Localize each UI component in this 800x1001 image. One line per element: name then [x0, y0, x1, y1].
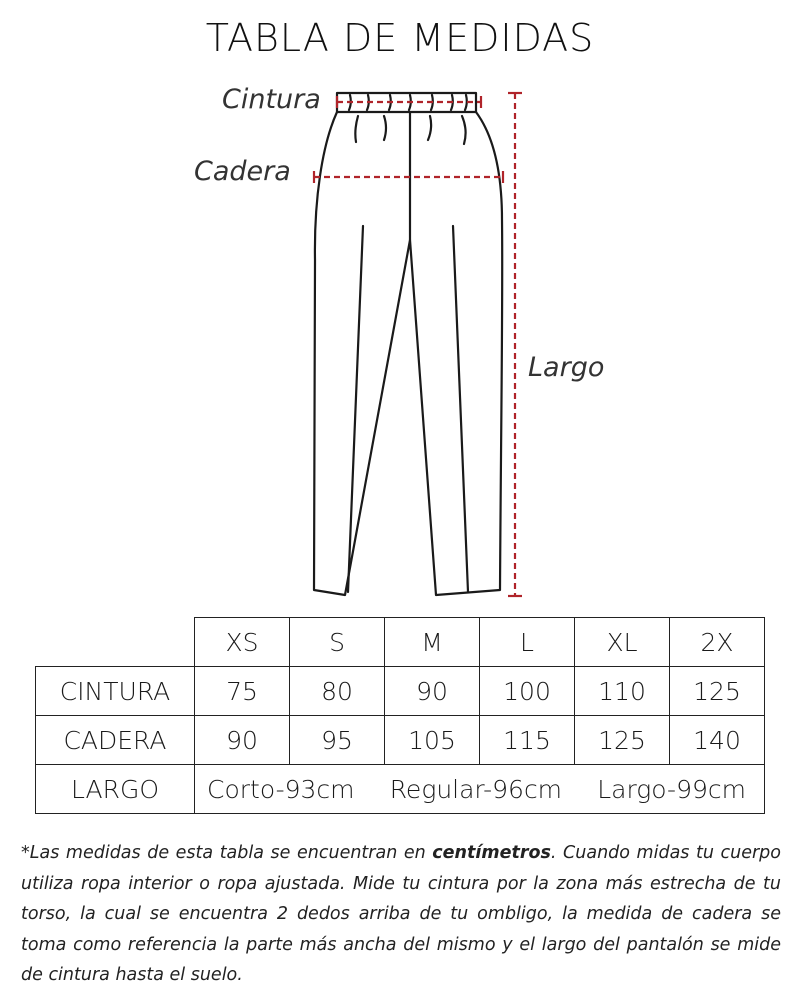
empty-corner-cell [36, 618, 195, 667]
table-row-largo [36, 765, 765, 814]
table-row-cadera [36, 716, 765, 765]
cell-value: 105 [385, 716, 480, 765]
row-label-largo: LARGO [36, 765, 195, 814]
cell-value: 140 [670, 716, 765, 765]
row-label-cintura: CINTURA [36, 667, 195, 716]
length-label: Largo [528, 352, 605, 383]
cell-value: 95 [290, 716, 385, 765]
cell-value: 110 [575, 667, 670, 716]
row-label-cadera: CADERA [36, 716, 195, 765]
cell-value: 80 [290, 667, 385, 716]
cell-value: 75 [195, 667, 290, 716]
cell-value: 125 [670, 667, 765, 716]
crease-right [453, 226, 468, 592]
size-header-row [36, 618, 765, 667]
size-header-xs: XS [195, 618, 290, 667]
cell-value: 90 [195, 716, 290, 765]
note-unit-bold: centímetros [432, 843, 551, 863]
note-text-start: *Las medidas de esta tabla se encuentran en [21, 843, 433, 863]
hip-label: Cadera [194, 156, 291, 187]
size-header-2x: 2X [670, 618, 765, 667]
page-title: TABLA DE MEDIDAS [205, 16, 595, 60]
largo-regular: Regular-96cm [389, 774, 563, 804]
largo-values-cell [195, 765, 765, 814]
cell-value: 115 [480, 716, 575, 765]
measurement-note [21, 838, 781, 991]
size-header-s: S [290, 618, 385, 667]
pants-outline [314, 112, 502, 595]
largo-largo: Largo-99cm [597, 774, 746, 804]
size-header-l: L [480, 618, 575, 667]
size-header-m: M [385, 618, 480, 667]
cell-value: 125 [575, 716, 670, 765]
table-row-cintura [36, 667, 765, 716]
cell-value: 90 [385, 667, 480, 716]
size-header-xl: XL [575, 618, 670, 667]
size-table [35, 617, 765, 814]
note-text-end: . Cuando midas tu cuerpo utiliza ropa interior o ropa ajustada. Mide tu cintura por la zona más estrecha de tu torso, la cual se encuentra 2 dedos arriba de tu ombligo, la medida de cadera se toma como referencia la parte más ancha del mismo y el largo del pantalón se mide de cintura hasta el suelo. [21, 843, 781, 985]
waist-label: Cintura [222, 84, 321, 115]
largo-corto: Corto-93cm [207, 774, 355, 804]
cell-value: 100 [480, 667, 575, 716]
